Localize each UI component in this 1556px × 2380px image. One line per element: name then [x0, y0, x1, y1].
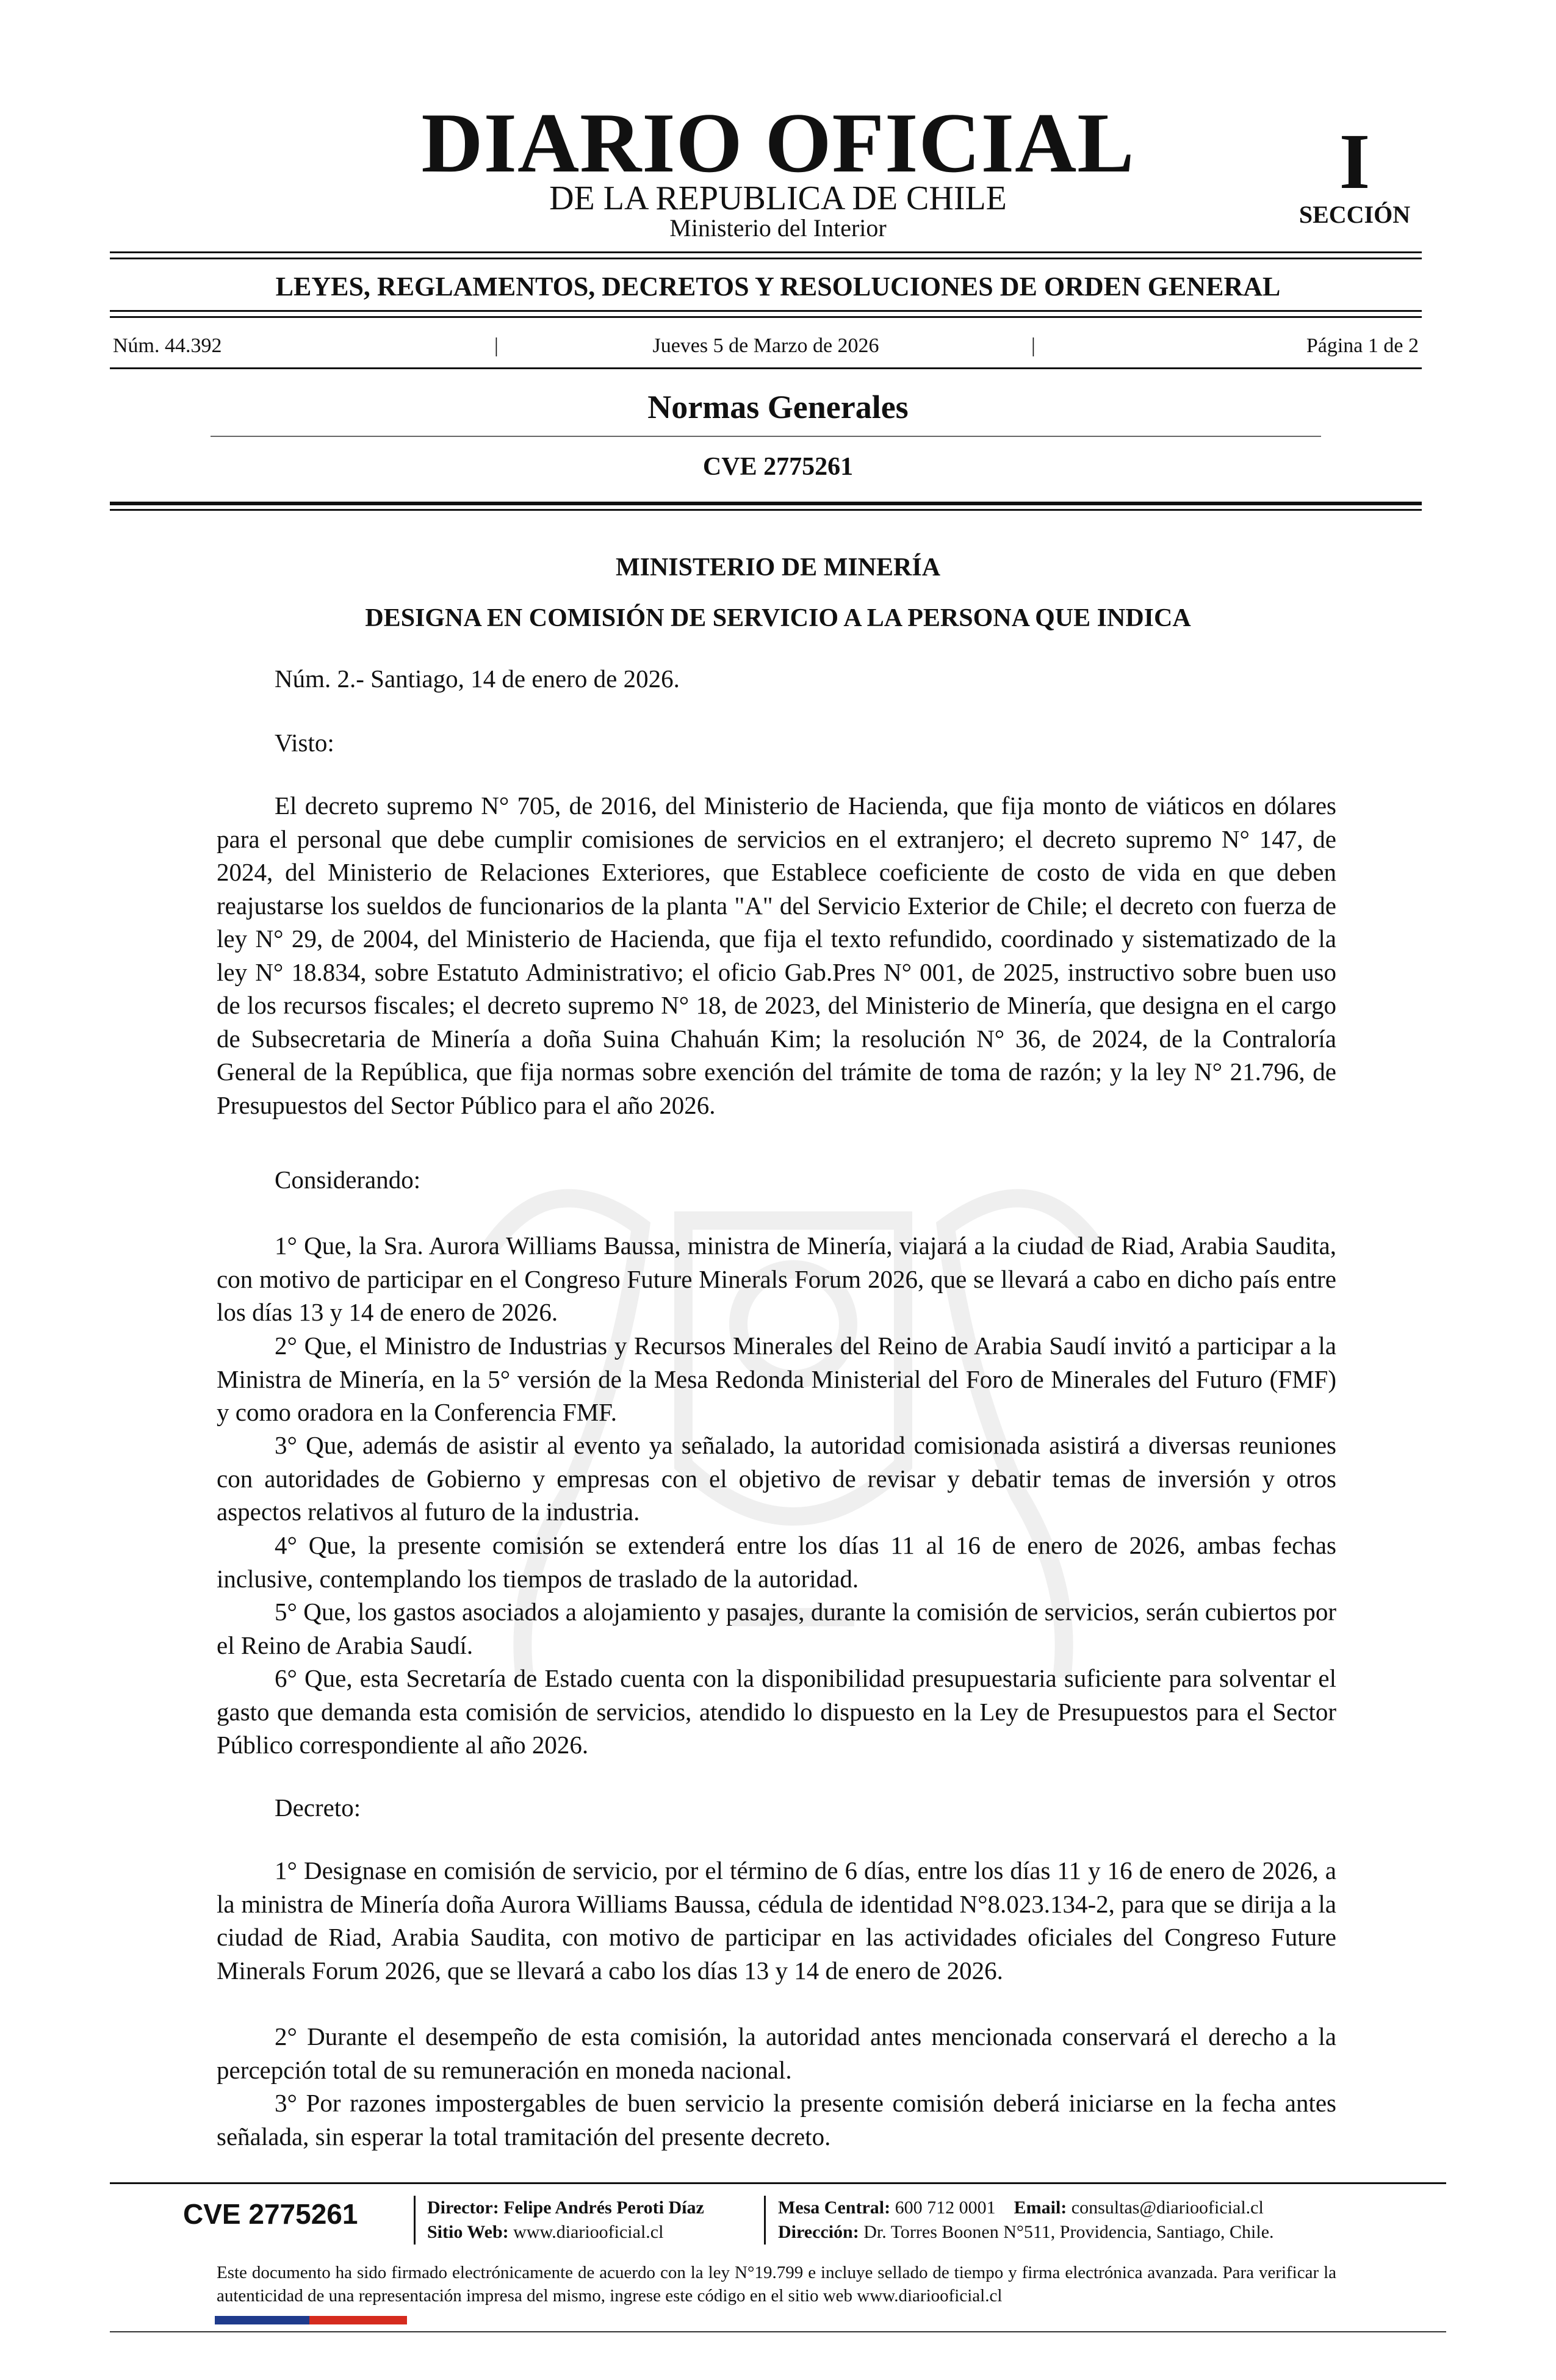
- masthead-subtitle: DE LA REPUBLICA DE CHILE: [549, 179, 1007, 217]
- page-indicator: Página 1 de 2: [1306, 334, 1419, 357]
- email-label: Email:: [1014, 2198, 1067, 2218]
- header-rule-bottom: [110, 502, 1422, 505]
- footer-divider: [764, 2196, 766, 2245]
- sections-rule-2: [110, 316, 1422, 318]
- category-rule: [211, 436, 1321, 437]
- footer-cve-code: CVE 2775261: [183, 2198, 358, 2230]
- flag-bar-blue: [215, 2316, 309, 2324]
- masthead-rule-top-2: [110, 258, 1422, 259]
- site-label: Sitio Web:: [427, 2222, 509, 2242]
- direccion-label: Dirección:: [778, 2222, 859, 2242]
- considerando-item-4: 4° Que, la presente comisión se extenderá entre los días 11 al 16 de enero de 2026, ambas fechas inclusive, contemplando los tiempos de traslado de la autoridad.: [217, 1531, 1336, 1593]
- considerando-item-2: 2° Que, el Ministro de Industrias y Recursos Minerales del Reino de Arabia Saudí invitó a participar a la Ministra de Minería, en la 5° versión de la Mesa Redonda Ministerial del Foro de Minerales del Futuro (FMF) y como oradora en la Conferencia FMF.: [217, 1332, 1336, 1426]
- flag-bar-red: [309, 2316, 407, 2324]
- considerando-item-5: 5° Que, los gastos asociados a alojamiento y pasajes, durante la comisión de servicios, serán cubiertos por el Reino de Arabia Saudí.: [217, 1598, 1336, 1659]
- footer-bottom-rule: [110, 2331, 1446, 2332]
- document-title: DESIGNA EN COMISIÓN DE SERVICIO A LA PERSONA QUE INDICA: [365, 604, 1191, 632]
- issue-date: Jueves 5 de Marzo de 2026: [652, 334, 879, 357]
- considerando-label: Considerando:: [275, 1166, 421, 1194]
- footer-legal-notice: Este documento ha sido firmado electrónicamente de acuerdo con la ley N°19.799 e incluye sellado de tiempo y firma electrónica avanzada. Para verificar la autenticidad de una representación impresa del mismo, ingrese este código en el sitio web www.diariooficial.cl: [217, 2263, 1336, 2306]
- site-link[interactable]: www.diariooficial.cl: [513, 2222, 664, 2242]
- footer-rule: [110, 2182, 1446, 2184]
- section-numeral: I: [1339, 118, 1371, 206]
- director-name: Felipe Andrés Peroti Díaz: [503, 2198, 704, 2218]
- visto-label: Visto:: [275, 729, 334, 757]
- considerando-item-3: 3° Que, además de asistir al evento ya señalado, la autoridad comisionada asistirá a diversas reuniones con autoridades de Gobierno y empresas con el objetivo de revisar y debatir temas de inversión y otros aspectos relativos al futuro de la industria.: [217, 1431, 1336, 1526]
- email-link[interactable]: consultas@diariooficial.cl: [1071, 2198, 1264, 2218]
- issue-meta-row: [113, 331, 1419, 361]
- section-label: SECCIÓN: [1298, 201, 1411, 228]
- masthead-title: DIARIO OFICIAL: [421, 96, 1135, 190]
- visto-text: El decreto supremo N° 705, de 2016, del Ministerio de Hacienda, que fija monto de viáticos en dólares para el personal que debe cumplir comisiones de servicios en el extranjero; el decreto supremo N° 147, de 2024, del Ministerio de Relaciones Exteriores, que Establece coeficiente de costo de vida en que deben reajustarse los sueldos de funcionarios de la planta "A" del Servicio Exterior de Chile; el decreto con fuerza de ley N° 29, de 2004, del Ministerio de Hacienda, que fija el texto refundido, coordinado y sistematizado de la ley N° 18.834, sobre Estatuto Administrativo; el oficio Gab.Pres N° 001, de 2025, instructivo sobre buen uso de los recursos fiscales; el decreto supremo N° 18, de 2023, del Ministerio de Minería, que designa en el cargo de Subsecretaria de Minería a doña Suina Chahuán Kim; la resolución N° 36, de 2024, de la Contraloría General de la República, que fija normas sobre exención del trámite de toma de razón; y la ley N° 21.796, de Presupuestos del Sector Público para el año 2026.: [217, 792, 1336, 1119]
- sections-rule: [110, 310, 1422, 312]
- cve-code: CVE 2775261: [702, 453, 854, 481]
- considerando-item-6: 6° Que, esta Secretaría de Estado cuenta con la disponibilidad presupuestaria suficiente para solventar el gasto que demanda esta comisión de servicios, atendido lo dispuesto en la Ley de Presupuestos para el Sector Público correspondiente al año 2026.: [217, 1664, 1336, 1759]
- document-ministry: MINISTERIO DE MINERÍA: [615, 554, 941, 582]
- category-heading: Normas Generales: [647, 389, 909, 425]
- masthead-ministry: Ministerio del Interior: [669, 214, 887, 242]
- mesa-label: Mesa Central:: [778, 2198, 891, 2218]
- considerando-item-1: 1° Que, la Sra. Aurora Williams Baussa, ministra de Minería, viajará a la ciudad de Riad, Arabia Saudita, con motivo de participar en el Congreso Future Minerals Forum 2026, que se llevará a cabo en dicho país entre los días 13 y 14 de enero de 2026.: [217, 1231, 1336, 1326]
- footer-contact-block: [778, 2196, 1274, 2245]
- meta-rule: [110, 367, 1422, 369]
- decreto-label: Decreto:: [275, 1794, 361, 1822]
- document-number-line: Núm. 2.- Santiago, 14 de enero de 2026.: [275, 665, 680, 693]
- footer-divider: [414, 2196, 416, 2245]
- decreto-item-1: 1° Designase en comisión de servicio, por el término de 6 días, entre los días 11 y 16 de enero de 2026, a la ministra de Minería doña Aurora Williams Baussa, cédula de identidad N°8.023.134-2, para que se dirija a la ciudad de Riad, Arabia Saudita, con motivo de participar en las actividades oficiales del Congreso Future Minerals Forum 2026, que se llevará a cabo los días 13 y 14 de enero de 2026.: [217, 1856, 1336, 1985]
- direccion-value: Dr. Torres Boonen N°511, Providencia, Santiago, Chile.: [863, 2222, 1274, 2242]
- sections-band: LEYES, REGLAMENTOS, DECRETOS Y RESOLUCIONES DE ORDEN GENERAL: [275, 272, 1281, 301]
- director-label: Director:: [427, 2198, 499, 2218]
- decreto-item-3: 3° Por razones impostergables de buen servicio la presente comisión deberá iniciarse en la fecha antes señalada, sin esperar la total tramitación del presente decreto.: [217, 2089, 1336, 2151]
- footer-director-block: [427, 2196, 704, 2245]
- issue-number: Núm. 44.392: [113, 334, 222, 357]
- meta-separator: |: [1031, 334, 1036, 357]
- meta-separator: |: [494, 334, 499, 357]
- masthead-rule-top: [110, 251, 1422, 253]
- mesa-phone: 600 712 0001: [895, 2198, 996, 2218]
- header-rule-bottom-2: [110, 509, 1422, 511]
- decreto-item-2: 2° Durante el desempeño de esta comisión, la autoridad antes mencionada conservará el derecho a la percepción total de su remuneración en moneda nacional.: [217, 2022, 1336, 2084]
